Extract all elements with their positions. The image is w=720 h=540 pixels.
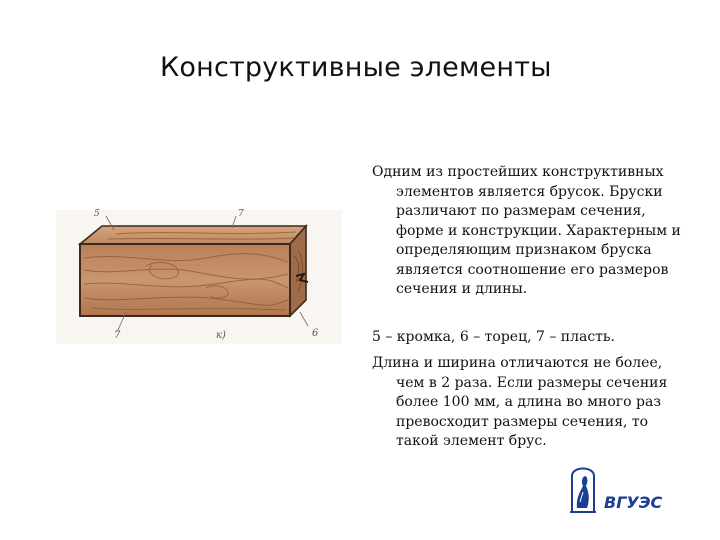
label-figure-k: к) bbox=[216, 330, 226, 341]
figure-legend: 5 – кромка, 6 – торец, 7 – пласть. bbox=[372, 328, 616, 345]
label-top-left: 5 bbox=[94, 209, 100, 219]
paragraph-dimensions: Длина и ширина отличаются не более, чем в 2 раза. Если размеры сечения более 100 мм, а длина во много раз превосходит размеры сечения, то такой элемент брус. bbox=[372, 355, 668, 449]
emblem-icon bbox=[570, 469, 596, 513]
label-top-right: 7 bbox=[238, 209, 244, 219]
slide-title: Конструктивные элементы bbox=[160, 52, 552, 83]
wooden-bar-illustration bbox=[56, 196, 342, 344]
label-bottom-left: 7 bbox=[114, 330, 121, 341]
logo-text: ВГУЭС bbox=[604, 493, 663, 512]
body-text bbox=[372, 163, 692, 452]
bar-top-face bbox=[80, 226, 306, 244]
label-right: 6 bbox=[312, 328, 319, 339]
university-logo bbox=[568, 462, 678, 514]
paragraph-intro: Одним из простейших конструктивных элементов является брусок. Бруски различают по размерам сечения, форме и конструкции. Характерным и определяющим признаком бруска является соотношение его размеров сечения и длины. bbox=[372, 164, 681, 297]
